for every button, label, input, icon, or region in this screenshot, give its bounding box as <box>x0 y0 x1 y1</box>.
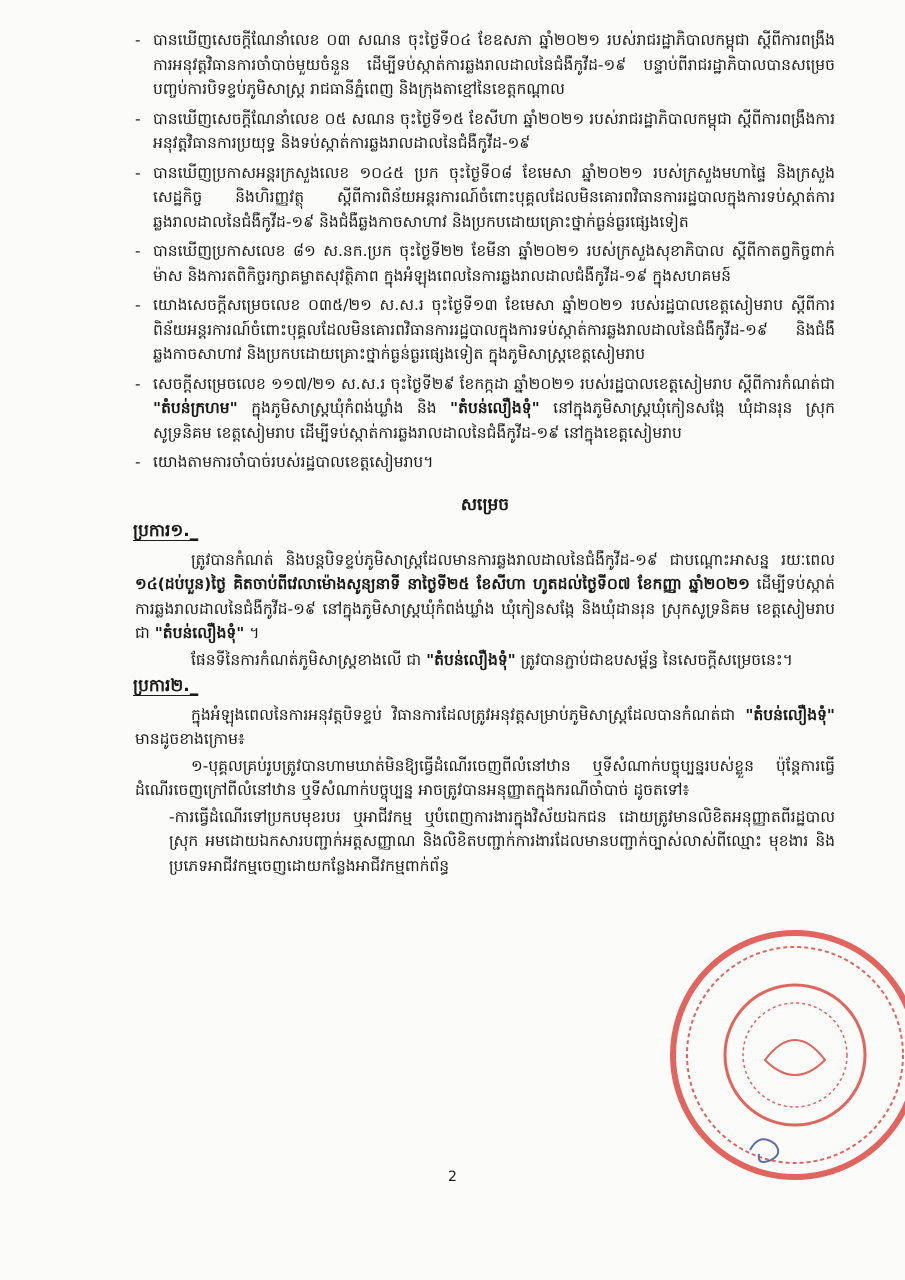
document-body <box>135 28 835 878</box>
preamble-item: - បានឃើញសេចក្តីណែនាំលេខ ០៥ សណន ចុះថ្ងៃទី១៥ ខែសីហា ឆ្នាំ២០២១ របស់រាជរដ្ឋាភិបាលកម្ពុជា ស្តីពីការពង្រឹងការអនុវត្តវិធានការប្រយុទ្ធ និងទប់ស្កាត់ការឆ្លងរាលដាលនៃជំងឺកូវីដ-១៩ <box>135 107 835 156</box>
decision-title: សម្រេច <box>460 494 510 515</box>
page-number: 2 <box>448 1169 457 1185</box>
article-1-text: ដើម្បីទប់ស្កាត់ការឆ្លងរាលដាលនៃជំងឺកូវីដ-១៩ នៅក្នុងភូមិសាស្រ្តឃុំកំពង់ឃ្លាំង ឃុំកៀនសង្កែ និងឃុំដានរុន ស្រុកសូទ្រនិគម ខេត្តសៀមរាប ជា <box>135 575 835 642</box>
preamble-text: សេចក្តីសម្រេចលេខ ១១៧/២១ ស.ស.រ ចុះថ្ងៃទី២៩ ខែកក្កដា ឆ្នាំ២០២១ របស់រដ្ឋបាលខេត្តសៀមរាប ស្តីពីការកំណត់ជា <box>153 374 835 393</box>
yellow-zone-label: "តំបន់លឿងទុំ" <box>450 399 540 417</box>
yellow-zone-label: "តំបន់លឿងទុំ" <box>426 650 516 669</box>
article-1-heading: ប្រការ១._ <box>133 521 199 541</box>
yellow-zone-label: "តំបន់លឿងទុំ" <box>745 705 835 724</box>
article-1-text: ។ <box>244 624 260 642</box>
preamble-item: - យោងសេចក្តីសម្រេចលេខ ០៣៥/២១ ស.ស.រ ចុះថ្ងៃទី១៣ ខែមេសា ឆ្នាំ២០២១ របស់រដ្ឋបាលខេត្តសៀមរាប ស្តីពីការពិន័យអន្តរការណ៍ចំពោះបុគ្គលដែលមិនគោរពវិធានការរដ្ឋបាលក្នុងការទប់ស្កាត់ការឆ្លងរាលដាលនៃជំងឺកូវីដ-១៩ និងជំងឺឆ្លងកាចសាហាវ និងប្រកបដោយគ្រោះថ្នាក់ធ្ងន់ធ្ងរផ្សេងទៀត ក្នុងភូមិសាស្រ្តខេត្តសៀមរាប <box>135 293 835 367</box>
article-2-intro <box>135 703 835 752</box>
article-2-text: ក្នុងអំឡុងពេលនៃការអនុវត្តបិទខ្ទប់ វិធានការដែលត្រូវអនុវត្តសម្រាប់ភូមិសាស្រ្តដែលបានកំណត់ជា <box>191 705 746 724</box>
preamble-text: ក្នុងភូមិសាស្រ្តឃុំកំពង់ឃ្លាំង និង <box>237 399 451 417</box>
article-1-duration: ១៤(ដប់បួន)ថ្ងៃ គិតចាប់ពីវេលាម៉ោងសូន្យនាទី នាថ្ងៃទី២៥ ខែសីហា ហូតដល់ថ្ងៃទី០៧ ខែកញ្ញា ឆ្នាំ២០២១ <box>135 575 750 593</box>
preamble-list <box>135 28 835 475</box>
preamble-item: - បានឃើញសេចក្តីណែនាំលេខ ០៣ សណន ចុះថ្ងៃទី០៤ ខែឧសភា ឆ្នាំ២០២១ របស់រាជរដ្ឋាភិបាលកម្ពុជា ស្តីពីការពង្រឹងការអនុវត្តវិធានការចាំបាច់មួយចំនួន ដើម្បីទប់ស្កាត់ការឆ្លងរាលដាលនៃជំងឺកូវីដ-១៩ បន្ទាប់ពីរាជរដ្ឋាភិបាលបានសម្រេចបញ្ចប់ការបិទខ្ទប់ភូមិសាស្រ្ត រាជធានីភ្នំពេញ និងក្រុងតាខ្មៅនៃខេត្តកណ្តាល <box>135 28 835 102</box>
article-1-text: ត្រូវបានភ្ជាប់ជាឧបសម្ព័ន្ធ នៃសេចក្តីសម្រេចនេះ។ <box>515 650 793 669</box>
article-1-paragraph <box>135 548 835 646</box>
article-1-text: ផែនទីនៃការកំណត់ភូមិសាស្រ្តខាងលើ ជា <box>191 650 427 669</box>
preamble-text: នៅក្នុងភូមិសាស្រ្តឃុំកៀនសង្កែ ឃុំដានរុន ស្រុកសូទ្រនិគម ខេត្តសៀមរាប ដើម្បីទប់ស្កាត់ការឆ្លងរាលដាលនៃជំងឺកូវីដ-១៩ នៅក្នុងខេត្តសៀមរាប <box>153 399 835 442</box>
preamble-item: - បានឃើញប្រកាសលេខ ៨១ ស.នក.ប្រក ចុះថ្ងៃទី២២ ខែមីនា ឆ្នាំ២០២១ របស់ក្រសួងសុខាភិបាល ស្តីពីកាតព្វកិច្ចពាក់ម៉ាស និងការតពិកិច្ចរក្សាគម្លាតសុវត្ថិភាព ក្នុងអំឡុងពេលនៃការឆ្លងរាលដាលជំងឺកូវីដ-១៩ ក្នុងសហគមន៍ <box>135 239 835 288</box>
article-2-heading: ប្រការ២._ <box>133 676 199 696</box>
official-seal-stamp <box>660 920 905 1190</box>
preamble-item: - បានឃើញប្រកាសអន្តរក្រសួងលេខ ១០៤៥ ប្រក ចុះថ្ងៃទី០៨ ខែមេសា ឆ្នាំ២០២១ របស់ក្រសួងមហាផ្ទៃ និងក្រសួងសេដ្ឋកិច្ច និងហិរញ្ញវត្ថុ ស្តីពីការពិន័យអន្តរការណ៍ចំពោះបុគ្គលដែលមិនគោរពវិធានការរដ្ឋបាលក្នុងការទប់ស្កាត់ការឆ្លងរាលដាលនៃជំងឺកូវីដ-១៩ និងជំងឺឆ្លងកាចសាហាវ និងប្រកបដោយគ្រោះថ្នាក់ធ្ងន់ធ្ងរផ្សេងទៀត <box>135 161 835 235</box>
article-2-item-1: ១-បុគ្គលគ្រប់រូបត្រូវបានហាមឃាត់មិនឱ្យធ្វើដំណើរចេញពីលំនៅឋាន ឬទីសំណាក់បច្ចុប្បន្នរបស់ខ្លួន ប៉ុន្តែការធ្វើដំណើរចេញក្រៅពីលំនៅឋាន ឬទីសំណាក់បច្ចុប្បន្ន អាចត្រូវបានអនុញ្ញាតក្នុងករណីចាំបាច់ ដូចតទៅ៖ <box>135 756 835 799</box>
article-2-sub-item: -ការធ្វើដំណើរទៅប្រកបមុខរបរ ឬអាជីវកម្ម ឬបំពេញការងារក្នុងវិស័យឯកជន ដោយត្រូវមានលិខិតអនុញ្ញាតពីរដ្ឋបាលស្រុក អមដោយឯកសារបញ្ជាក់អត្តសញ្ញាណ និងលិខិតបញ្ជាក់ការងារដែលមានបញ្ជាក់ច្បាស់លាស់ពីឈ្មោះ មុខងារ និងប្រភេទអាជីវកម្មចេញដោយកន្លែងអាជីវកម្មពាក់ព័ន្ធ <box>169 807 835 875</box>
preamble-item <box>135 372 835 446</box>
red-zone-label: "តំបន់ក្រហម" <box>153 399 238 417</box>
article-1-paragraph-2 <box>135 648 835 673</box>
article-1-text: ត្រូវបានកំណត់ និងបន្តបិទខ្ទប់ភូមិសាស្រ្តដែលមានការឆ្លងរាលដាលនៃជំងឺកូវីដ-១៩ ជាបណ្តោះអាសន្ន រយៈពេល <box>191 550 835 569</box>
article-2-text: មានដូចខាងក្រោម៖ <box>135 730 245 748</box>
yellow-zone-label: "តំបន់លឿងទុំ" <box>154 624 245 642</box>
preamble-item: - យោងតាមការចាំបាច់របស់រដ្ឋបាលខេត្តសៀមរាប។ <box>135 450 835 475</box>
